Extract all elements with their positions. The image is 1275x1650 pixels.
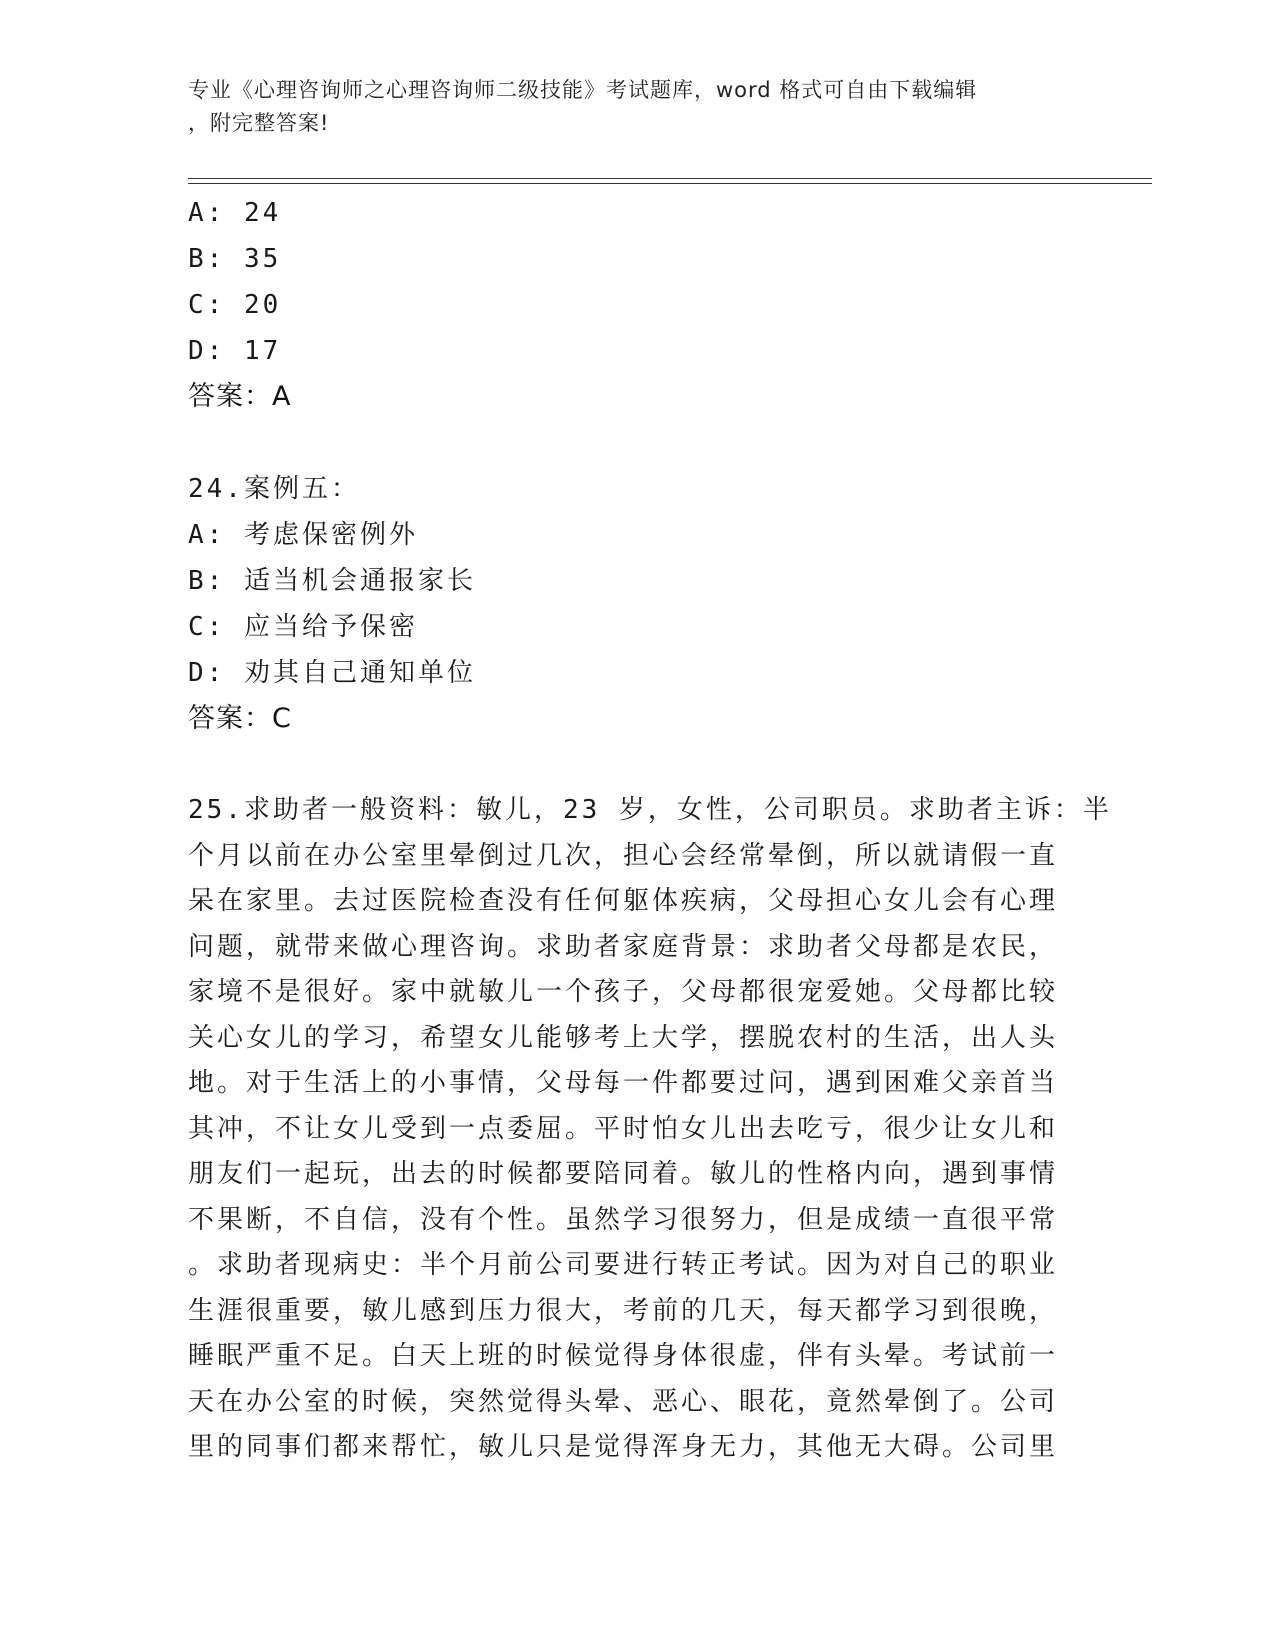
paragraph-line: 天在办公室的时候，突然觉得头晕、恶心、眼花，竟然晕倒了。公司	[188, 1386, 1059, 1417]
paragraph-line: 其冲，不让女儿受到一点委屈。平时怕女儿出去吃亏，很少让女儿和	[188, 1113, 1059, 1144]
header-line-1: 专业《心理咨询师之心理咨询师二级技能》考试题库，word 格式可自由下载编辑	[188, 78, 978, 102]
document-header	[188, 74, 1088, 140]
document-body	[188, 190, 1112, 1471]
paragraph-line: 问题，就带来做心理咨询。求助者家庭背景：求助者父母都是农民，	[188, 931, 1059, 962]
paragraph-line: 个月以前在办公室里晕倒过几次，担心会经常晕倒，所以就请假一直	[188, 840, 1059, 871]
paragraph-line: 里的同事们都来帮忙，敏儿只是觉得浑身无力，其他无大碍。公司里	[188, 1432, 1059, 1462]
header-line-2: ，附完整答案!	[188, 111, 330, 135]
option-b: B: 适当机会通报家长	[188, 566, 476, 596]
option-d: D: 17	[188, 336, 282, 366]
header-divider-top	[188, 178, 1152, 179]
option-a: A: 考虑保密例外	[188, 520, 418, 550]
paragraph-line: 呆在家里。去过医院检查没有任何躯体疾病，父母担心女儿会有心理	[188, 886, 1059, 916]
question-23-options	[188, 190, 1088, 420]
option-b: B: 35	[188, 244, 282, 274]
header-divider-bottom	[188, 183, 1152, 184]
option-a: A: 24	[188, 198, 282, 228]
question-title: 24.案例五：	[188, 474, 360, 504]
paragraph-line: 不果断，不自信，没有个性。虽然学习很努力，但是成绩一直很平常	[188, 1204, 1059, 1235]
spacer	[188, 742, 1088, 788]
paragraph-line: 家境不是很好。家中就敏儿一个孩子，父母都很宠爱她。父母都比较	[188, 977, 1059, 1007]
answer-line: 答案：A	[188, 381, 292, 412]
option-c: C: 应当给予保密	[188, 612, 418, 642]
option-c: C: 20	[188, 290, 282, 320]
paragraph-line: 地。对于生活上的小事情，父母每一件都要过问，遇到困难父亲首当	[188, 1068, 1059, 1098]
paragraph-line: 睡眠严重不足。白天上班的时候觉得身体很虚，伴有头晕。考试前一	[188, 1341, 1059, 1371]
question-24	[188, 466, 1088, 742]
paragraph-line: 关心女儿的学习，希望女儿能够考上大学，摆脱农村的生活，出人头	[188, 1022, 1059, 1053]
answer-line: 答案：C	[188, 703, 292, 734]
option-d: D: 劝其自己通知单位	[188, 658, 476, 688]
paragraph-line: 。求助者现病史：半个月前公司要进行转正考试。因为对自己的职业	[188, 1250, 1059, 1280]
paragraph-line: 朋友们一起玩，出去的时候都要陪同着。敏儿的性格内向，遇到事情	[188, 1159, 1059, 1189]
paragraph-line: 25.求助者一般资料：敏儿，23 岁，女性，公司职员。求助者主诉：半	[188, 795, 1112, 825]
paragraph-line: 生涯很重要，敏儿感到压力很大，考前的几天，每天都学习到很晚，	[188, 1295, 1059, 1326]
question-25-text	[188, 788, 1112, 1471]
spacer	[188, 420, 1088, 466]
